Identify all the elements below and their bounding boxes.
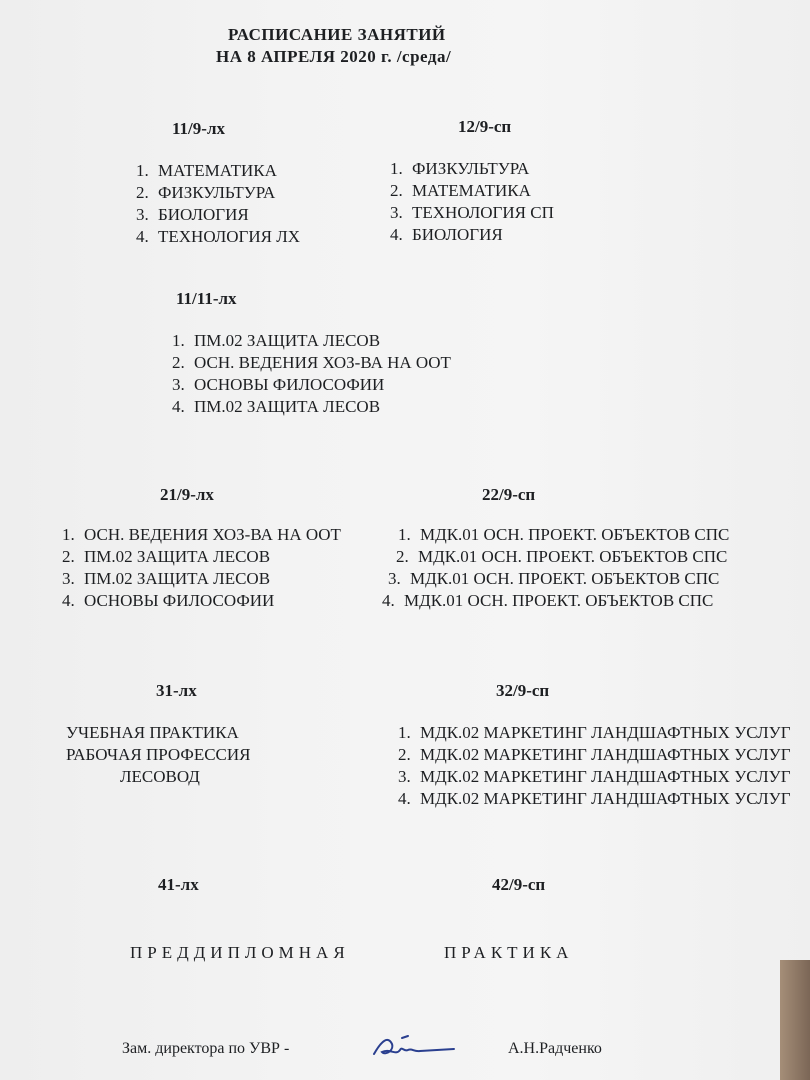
list-item: 1. ФИЗКУЛЬТУРА (390, 159, 530, 178)
practice-label-left: ПРЕДДИПЛОМНАЯ (130, 943, 350, 962)
list-item: 1. МДК.01 ОСН. ПРОЕКТ. ОБЪЕКТОВ СПС (398, 525, 730, 544)
page-subtitle: НА 8 АПРЕЛЯ 2020 г. /среда/ (216, 47, 452, 66)
list-item: 1. МДК.02 МАРКЕТИНГ ЛАНДШАФТНЫХ УСЛУГ (398, 723, 791, 742)
list-item: 2. МДК.02 МАРКЕТИНГ ЛАНДШАФТНЫХ УСЛУГ (398, 745, 791, 764)
list-item: 1. ПМ.02 ЗАЩИТА ЛЕСОВ (172, 331, 381, 350)
group-heading: 21/9-лх (160, 485, 214, 504)
list-item: 1. ОСН. ВЕДЕНИЯ ХОЗ-ВА НА ООТ (62, 525, 341, 544)
list-item: 4. ПМ.02 ЗАЩИТА ЛЕСОВ (172, 397, 381, 416)
signer-name: А.Н.Радченко (508, 1040, 602, 1057)
list-item: 3. ОСНОВЫ ФИЛОСОФИИ (172, 375, 385, 394)
list-item: 4. БИОЛОГИЯ (390, 225, 503, 244)
list-item: 3. МДК.01 ОСН. ПРОЕКТ. ОБЪЕКТОВ СПС (388, 569, 720, 588)
schedule-list-21-9-lh (62, 524, 341, 612)
signer-position: Зам. директора по УВР - (122, 1040, 290, 1057)
list-item: 4. МДК.01 ОСН. ПРОЕКТ. ОБЪЕКТОВ СПС (382, 591, 714, 610)
group-heading: 11/11-лх (176, 289, 237, 308)
list-item: 2. ФИЗКУЛЬТУРА (136, 183, 276, 202)
list-item: 4. ОСНОВЫ ФИЛОСОФИИ (62, 591, 275, 610)
schedule-list-11-11-lh (172, 330, 451, 418)
group-heading: 42/9-сп (492, 875, 546, 894)
practice-line: РАБОЧАЯ ПРОФЕССИЯ (66, 745, 251, 764)
list-item: 2. МАТЕМАТИКА (390, 181, 531, 200)
group-heading: 41-лх (158, 875, 199, 894)
schedule-list-11-9-lh (136, 160, 300, 248)
list-item: 4. ТЕХНОЛОГИЯ ЛХ (136, 227, 301, 246)
list-item: 4. МДК.02 МАРКЕТИНГ ЛАНДШАФТНЫХ УСЛУГ (398, 789, 791, 808)
practice-line: ЛЕСОВОД (120, 767, 200, 786)
schedule-list-12-9-sp (390, 158, 554, 246)
group-heading: 32/9-сп (496, 681, 550, 700)
list-item: 2. ПМ.02 ЗАЩИТА ЛЕСОВ (62, 547, 271, 566)
list-item: 1. МАТЕМАТИКА (136, 161, 277, 180)
list-item: 2. МДК.01 ОСН. ПРОЕКТ. ОБЪЕКТОВ СПС (396, 547, 728, 566)
group-heading: 11/9-лх (172, 119, 225, 138)
group-heading: 31-лх (156, 681, 197, 700)
signature-mark (368, 1030, 458, 1064)
list-item: 3. МДК.02 МАРКЕТИНГ ЛАНДШАФТНЫХ УСЛУГ (398, 767, 791, 786)
group-heading: 12/9-сп (458, 117, 512, 136)
group-heading: 22/9-сп (482, 485, 536, 504)
practice-line: УЧЕБНАЯ ПРАКТИКА (66, 723, 239, 742)
list-item: 3. ПМ.02 ЗАЩИТА ЛЕСОВ (62, 569, 271, 588)
list-item: 2. ОСН. ВЕДЕНИЯ ХОЗ-ВА НА ООТ (172, 353, 451, 372)
table-background (780, 960, 810, 1080)
page-title: РАСПИСАНИЕ ЗАНЯТИЙ (228, 25, 446, 44)
list-item: 3. ТЕХНОЛОГИЯ СП (390, 203, 554, 222)
practice-label-right: ПРАКТИКА (444, 943, 574, 962)
list-item: 3. БИОЛОГИЯ (136, 205, 249, 224)
